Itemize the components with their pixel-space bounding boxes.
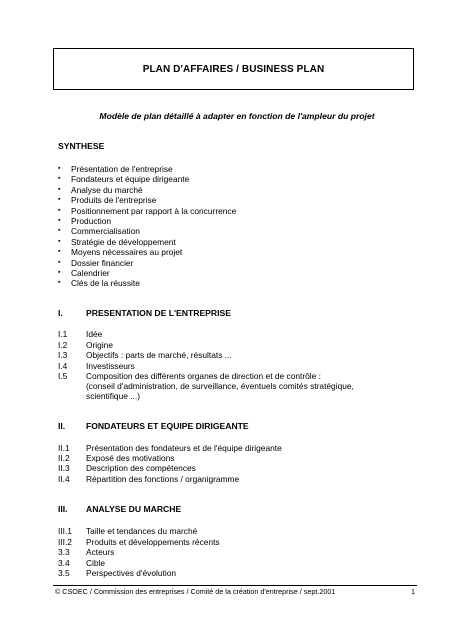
item-number: I.2 xyxy=(58,340,68,350)
item-text: Description des compétences xyxy=(86,463,196,473)
list-item: ▪ Produits de l'entreprise xyxy=(58,195,236,205)
item-number: II.2 xyxy=(58,453,70,463)
item-number: II.3 xyxy=(58,463,70,473)
item-text: Origine xyxy=(86,340,113,350)
item-number: 3.4 xyxy=(58,558,70,568)
footer-divider xyxy=(53,585,417,586)
item-number: II.1 xyxy=(58,443,70,453)
item-text: (conseil d'administration, de surveillance, éventuels comités stratégique, xyxy=(86,381,354,391)
document-title: PLAN D'AFFAIRES / BUSINESS PLAN xyxy=(53,48,414,90)
item-text: Composition des différents organes de direction et de contrôle : xyxy=(86,371,321,381)
item-number: III.2 xyxy=(58,537,72,547)
item-text: Acteurs xyxy=(86,547,115,557)
section-number: I. xyxy=(58,308,63,318)
footer-text: © CSOEC / Commission des entreprises / Comité de la création d'entreprise / sept.2001 xyxy=(55,587,336,596)
section-title: ANALYSE DU MARCHE xyxy=(86,504,182,514)
item-text: Investisseurs xyxy=(86,361,135,371)
page-number: 1 xyxy=(411,587,415,596)
list-item: ▪ Moyens nécessaires au projet xyxy=(58,247,236,257)
item-text: Répartition des fonctions / organigramme xyxy=(86,474,240,484)
list-item: ▪ Fondateurs et équipe dirigeante xyxy=(58,174,236,184)
item-number: I.4 xyxy=(58,361,68,371)
list-item: ▪ Production xyxy=(58,216,236,226)
document-subtitle: Modèle de plan détaillé à adapter en fonction de l'ampleur du projet xyxy=(99,111,375,121)
item-number: I.1 xyxy=(58,329,68,339)
synthese-list xyxy=(58,164,236,289)
list-item: ▪ Analyse du marché xyxy=(58,185,236,195)
item-text: Taille et tendances du marché xyxy=(86,526,198,536)
list-item: ▪ Calendrier xyxy=(58,268,236,278)
item-text: scientifique ...) xyxy=(86,391,140,401)
section-number: III. xyxy=(58,504,68,514)
item-number: II.4 xyxy=(58,474,70,484)
item-text: Cible xyxy=(86,558,106,568)
item-text: Produits et développements récents xyxy=(86,537,220,547)
item-text: Présentation des fondateurs et de l'équipe dirigeante xyxy=(86,443,282,453)
item-number: 3.5 xyxy=(58,568,70,578)
item-number: 3.3 xyxy=(58,547,70,557)
list-item: ▪ Positionnement par rapport à la concurrence xyxy=(58,206,236,216)
section-title: FONDATEURS ET EQUIPE DIRIGEANTE xyxy=(86,421,249,431)
list-item: ▪ Clés de la réussite xyxy=(58,278,236,288)
list-item: ▪ Commercialisation xyxy=(58,226,236,236)
list-item: ▪ Dossier financier xyxy=(58,258,236,268)
item-number: I.5 xyxy=(58,371,68,381)
section-number: II. xyxy=(58,421,66,431)
item-text: Perspectives d'évolution xyxy=(86,568,177,578)
item-text: Exposé des motivations xyxy=(86,453,175,463)
item-text: Objectifs : parts de marché, résultats ... xyxy=(86,350,232,360)
list-item: ▪ Présentation de l'entreprise xyxy=(58,164,236,174)
list-item: ▪ Stratégie de développement xyxy=(58,237,236,247)
item-number: III.1 xyxy=(58,526,72,536)
item-text: Idée xyxy=(86,329,103,339)
synthese-heading: SYNTHESE xyxy=(58,141,105,151)
item-number: I.3 xyxy=(58,350,68,360)
section-title: PRESENTATION DE L'ENTREPRISE xyxy=(86,308,231,318)
